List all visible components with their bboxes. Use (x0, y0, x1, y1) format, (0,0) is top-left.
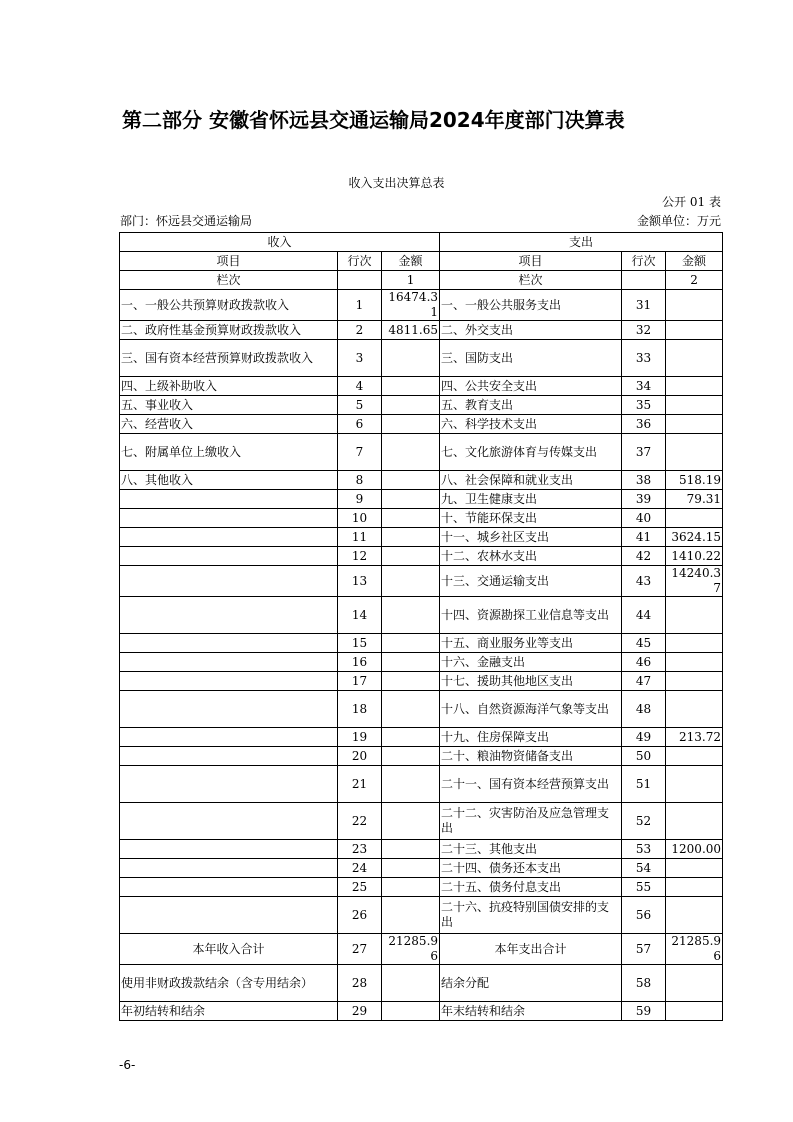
expense-item: 一、一般公共服务支出 (440, 290, 622, 321)
income-amount (382, 547, 440, 566)
table-row (120, 547, 723, 566)
income-amount (382, 528, 440, 547)
income-amount (382, 766, 440, 803)
table-title: 收入支出决算总表 (348, 176, 445, 190)
expense-amount (666, 766, 723, 803)
income-row-no: 23 (338, 840, 382, 859)
income-row-no: 5 (338, 396, 382, 415)
income-amount (382, 653, 440, 672)
table-row (120, 878, 723, 897)
income-amount-header: 金额 (382, 252, 440, 271)
expense-row-no: 43 (622, 566, 666, 597)
expense-row-no: 40 (622, 509, 666, 528)
expense-amount: 14240.37 (666, 566, 723, 597)
income-amount (382, 566, 440, 597)
expense-header: 支出 (440, 233, 723, 252)
expense-amount (666, 634, 723, 653)
income-item (120, 653, 338, 672)
expense-amount (666, 396, 723, 415)
income-item: 七、附属单位上缴收入 (120, 434, 338, 471)
income-row-no: 15 (338, 634, 382, 653)
table-row (120, 803, 723, 840)
income-item: 四、上级补助收入 (120, 377, 338, 396)
income-item (120, 566, 338, 597)
table-row (120, 528, 723, 547)
income-item (120, 766, 338, 803)
expense-item: 二十、粮油物资储备支出 (440, 747, 622, 766)
expense-row-no: 32 (622, 321, 666, 340)
income-row-no: 16 (338, 653, 382, 672)
income-amount (382, 597, 440, 634)
expense-amount (666, 434, 723, 471)
income-amount (382, 377, 440, 396)
income-item: 使用非财政拨款结余（含专用结余） (120, 965, 338, 1002)
income-amount (382, 434, 440, 471)
income-item (120, 672, 338, 691)
expense-amount (666, 859, 723, 878)
income-amount: 4811.65 (382, 321, 440, 340)
expense-item: 十八、自然资源海洋气象等支出 (440, 691, 622, 728)
expense-item: 二十一、国有资本经营预算支出 (440, 766, 622, 803)
expense-item: 七、文化旅游体育与传媒支出 (440, 434, 622, 471)
income-row-no: 2 (338, 321, 382, 340)
income-item (120, 859, 338, 878)
expense-row-no: 46 (622, 653, 666, 672)
table-row (120, 653, 723, 672)
income-row-no: 18 (338, 691, 382, 728)
expense-row-no: 42 (622, 547, 666, 566)
expense-item: 八、社会保障和就业支出 (440, 471, 622, 490)
income-row-no: 19 (338, 728, 382, 747)
column-index-1: 1 (382, 271, 440, 290)
income-item: 本年收入合计 (120, 934, 338, 965)
expense-row-no: 59 (622, 1002, 666, 1021)
income-item (120, 747, 338, 766)
income-row-no: 13 (338, 566, 382, 597)
income-row-no: 29 (338, 1002, 382, 1021)
income-amount (382, 728, 440, 747)
table-row (120, 766, 723, 803)
totals-row (120, 934, 723, 965)
income-amount (382, 672, 440, 691)
income-item (120, 597, 338, 634)
income-item (120, 509, 338, 528)
table-row (120, 728, 723, 747)
income-header: 收入 (120, 233, 440, 252)
expense-column-label: 栏次 (440, 271, 622, 290)
income-amount (382, 859, 440, 878)
expense-amount (666, 897, 723, 934)
income-item: 三、国有资本经营预算财政拨款收入 (120, 340, 338, 377)
expense-amount (666, 509, 723, 528)
income-expense-table (119, 232, 723, 1021)
expense-row-no: 54 (622, 859, 666, 878)
expense-amount (666, 340, 723, 377)
expense-amount (666, 377, 723, 396)
income-amount: 16474.31 (382, 290, 440, 321)
income-rowno-header: 行次 (338, 252, 382, 271)
table-row (120, 897, 723, 934)
income-amount (382, 897, 440, 934)
expense-item: 十六、金融支出 (440, 653, 622, 672)
expense-amount (666, 747, 723, 766)
income-item: 年初结转和结余 (120, 1002, 338, 1021)
expense-row-no: 35 (622, 396, 666, 415)
income-amount (382, 490, 440, 509)
income-amount (382, 965, 440, 1002)
expense-amount (666, 415, 723, 434)
income-row-no: 20 (338, 747, 382, 766)
expense-item-header: 项目 (440, 252, 622, 271)
income-row-no: 9 (338, 490, 382, 509)
expense-row-no: 49 (622, 728, 666, 747)
table-row (120, 471, 723, 490)
expense-item: 本年支出合计 (440, 934, 622, 965)
income-item: 八、其他收入 (120, 471, 338, 490)
expense-amount (666, 878, 723, 897)
income-row-no: 11 (338, 528, 382, 547)
income-row-no: 25 (338, 878, 382, 897)
expense-row-no: 48 (622, 691, 666, 728)
income-item: 五、事业收入 (120, 396, 338, 415)
income-amount (382, 840, 440, 859)
expense-row-no: 41 (622, 528, 666, 547)
expense-row-no: 57 (622, 934, 666, 965)
expense-row-no: 47 (622, 672, 666, 691)
income-item (120, 547, 338, 566)
table-row (120, 321, 723, 340)
expense-item: 三、国防支出 (440, 340, 622, 377)
expense-amount (666, 321, 723, 340)
expense-amount: 21285.96 (666, 934, 723, 965)
expense-item: 十三、交通运输支出 (440, 566, 622, 597)
expense-row-no: 53 (622, 840, 666, 859)
expense-item: 九、卫生健康支出 (440, 490, 622, 509)
expense-item: 二十五、债务付息支出 (440, 878, 622, 897)
table-row (120, 597, 723, 634)
expense-amount: 1410.22 (666, 547, 723, 566)
income-row-no: 27 (338, 934, 382, 965)
income-amount (382, 634, 440, 653)
expense-item: 十九、住房保障支出 (440, 728, 622, 747)
income-row-no: 24 (338, 859, 382, 878)
income-row-no: 7 (338, 434, 382, 471)
expense-amount: 518.19 (666, 471, 723, 490)
income-amount (382, 509, 440, 528)
expense-amount: 79.31 (666, 490, 723, 509)
income-amount: 21285.96 (382, 934, 440, 965)
expense-item: 二十三、其他支出 (440, 840, 622, 859)
income-item-header: 项目 (120, 252, 338, 271)
income-item (120, 897, 338, 934)
income-item (120, 490, 338, 509)
expense-amount: 213.72 (666, 728, 723, 747)
income-item (120, 634, 338, 653)
table-row (120, 340, 723, 377)
expense-amount (666, 803, 723, 840)
expense-item: 十、节能环保支出 (440, 509, 622, 528)
expense-item: 二十二、灾害防治及应急管理支出 (440, 803, 622, 840)
income-amount (382, 747, 440, 766)
expense-row-no: 44 (622, 597, 666, 634)
expense-row-no: 56 (622, 897, 666, 934)
income-item (120, 878, 338, 897)
expense-item: 六、科学技术支出 (440, 415, 622, 434)
expense-item: 二十六、抗疫特别国债安排的支出 (440, 897, 622, 934)
table-row (120, 691, 723, 728)
income-row-no: 1 (338, 290, 382, 321)
empty-cell (338, 271, 382, 290)
expense-rowno-header: 行次 (622, 252, 666, 271)
expense-row-no: 50 (622, 747, 666, 766)
table-row (120, 490, 723, 509)
income-amount (382, 471, 440, 490)
table-row (120, 634, 723, 653)
income-amount (382, 691, 440, 728)
table-row (120, 290, 723, 321)
income-column-label: 栏次 (120, 271, 338, 290)
expense-item: 十五、商业服务业等支出 (440, 634, 622, 653)
expense-row-no: 58 (622, 965, 666, 1002)
table-row (120, 672, 723, 691)
expense-row-no: 38 (622, 471, 666, 490)
page-number: -6- (119, 1058, 136, 1072)
income-row-no: 6 (338, 415, 382, 434)
income-amount (382, 415, 440, 434)
expense-row-no: 34 (622, 377, 666, 396)
expense-row-no: 31 (622, 290, 666, 321)
table-row (120, 415, 723, 434)
expense-item: 十七、援助其他地区支出 (440, 672, 622, 691)
income-row-no: 4 (338, 377, 382, 396)
empty-cell (622, 271, 666, 290)
income-item (120, 691, 338, 728)
expense-amount (666, 290, 723, 321)
unit-label: 金额单位：万元 (636, 214, 721, 228)
income-item (120, 728, 338, 747)
department-label: 部门：怀远县交通运输局 (120, 214, 253, 228)
income-item: 一、一般公共预算财政拨款收入 (120, 290, 338, 321)
table-row (120, 509, 723, 528)
income-amount (382, 878, 440, 897)
expense-item: 二、外交支出 (440, 321, 622, 340)
table-row (120, 1002, 723, 1021)
expense-row-no: 33 (622, 340, 666, 377)
income-amount (382, 1002, 440, 1021)
income-row-no: 8 (338, 471, 382, 490)
income-row-no: 12 (338, 547, 382, 566)
expense-item: 年末结转和结余 (440, 1002, 622, 1021)
expense-row-no: 37 (622, 434, 666, 471)
income-row-no: 3 (338, 340, 382, 377)
expense-row-no: 51 (622, 766, 666, 803)
table-row (120, 566, 723, 597)
column-index-2: 2 (666, 271, 723, 290)
expense-row-no: 55 (622, 878, 666, 897)
expense-amount (666, 653, 723, 672)
expense-item: 结余分配 (440, 965, 622, 1002)
income-item (120, 803, 338, 840)
expense-item: 五、教育支出 (440, 396, 622, 415)
expense-row-no: 52 (622, 803, 666, 840)
income-item: 六、经营收入 (120, 415, 338, 434)
table-row (120, 434, 723, 471)
income-row-no: 10 (338, 509, 382, 528)
expense-item: 十二、农林水支出 (440, 547, 622, 566)
income-row-no: 22 (338, 803, 382, 840)
income-row-no: 26 (338, 897, 382, 934)
expense-amount (666, 691, 723, 728)
income-amount (382, 340, 440, 377)
income-row-no: 17 (338, 672, 382, 691)
table-row (120, 965, 723, 1002)
expense-amount (666, 1002, 723, 1021)
page-title: 第二部分 安徽省怀远县交通运输局2024年度部门决算表 (122, 108, 625, 132)
expense-amount (666, 597, 723, 634)
expense-amount (666, 965, 723, 1002)
expense-amount: 3624.15 (666, 528, 723, 547)
expense-item: 四、公共安全支出 (440, 377, 622, 396)
expense-amount-header: 金额 (666, 252, 723, 271)
table-row (120, 396, 723, 415)
table-row (120, 840, 723, 859)
income-row-no: 14 (338, 597, 382, 634)
public-code: 公开 01 表 (662, 195, 721, 209)
expense-row-no: 45 (622, 634, 666, 653)
income-amount (382, 396, 440, 415)
table-row (120, 377, 723, 396)
expense-row-no: 36 (622, 415, 666, 434)
income-row-no: 28 (338, 965, 382, 1002)
income-amount (382, 803, 440, 840)
expense-item: 十四、资源勘探工业信息等支出 (440, 597, 622, 634)
table-row (120, 747, 723, 766)
expense-item: 十一、城乡社区支出 (440, 528, 622, 547)
expense-amount: 1200.00 (666, 840, 723, 859)
income-item (120, 528, 338, 547)
income-item (120, 840, 338, 859)
table-row (120, 859, 723, 878)
income-row-no: 21 (338, 766, 382, 803)
income-item: 二、政府性基金预算财政拨款收入 (120, 321, 338, 340)
expense-item: 二十四、债务还本支出 (440, 859, 622, 878)
expense-amount (666, 672, 723, 691)
expense-row-no: 39 (622, 490, 666, 509)
